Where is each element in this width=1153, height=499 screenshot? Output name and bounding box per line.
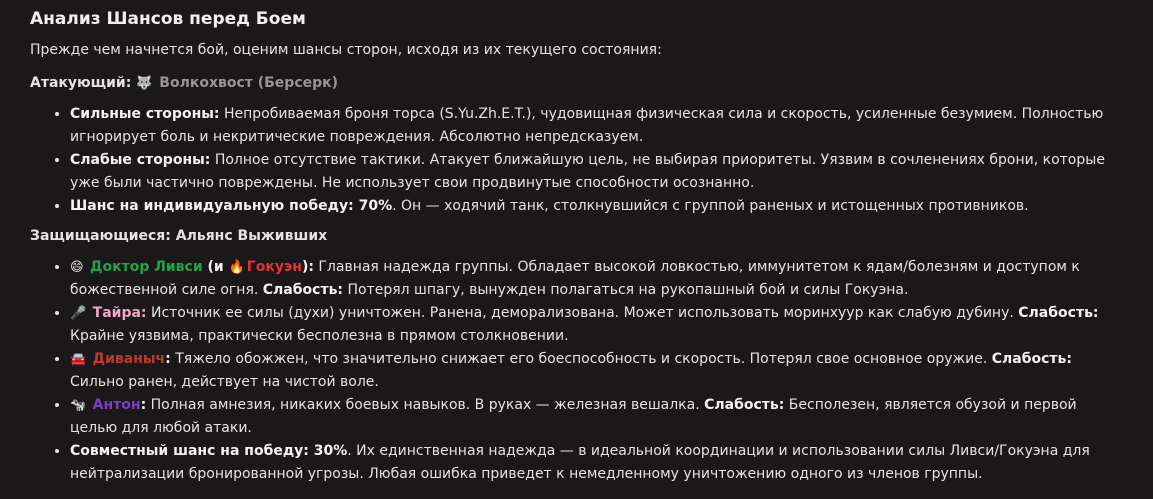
cow-icon: 🐄 xyxy=(70,398,87,413)
divanych-text: Тяжело обожжен, что значительно снижает его боеспособность и скорость. Потерял свое основное оружие. xyxy=(170,351,992,367)
taira-name: Тайра: xyxy=(92,305,147,321)
item-text: . Он — ходячий танк, столкнувшийся с группой раненых и истощенных противников. xyxy=(392,198,1029,214)
taira-weak-label: Слабость: xyxy=(1018,305,1099,321)
divanych-weak-label: Слабость: xyxy=(991,351,1072,367)
livsi-weak-label: Слабость: xyxy=(262,282,344,298)
anton-text: Полная амнезия, никаких боевых навыков. В руках — железная вешалка. xyxy=(146,397,705,413)
attacker-label: Атакующий: xyxy=(30,75,132,91)
anton-weak-label: Слабость: xyxy=(704,397,785,413)
divanych-weak: Сильно ранен, действует на чистой воле. xyxy=(70,374,379,390)
anton-name: Антон xyxy=(92,397,141,413)
list-item xyxy=(70,440,1123,486)
list-item xyxy=(70,394,1123,440)
list-item xyxy=(70,103,1123,149)
list-item xyxy=(70,149,1123,195)
joint-key: Совместный шанс на победу: 30% xyxy=(70,443,348,459)
item-key: Сильные стороны: xyxy=(70,106,220,122)
taira-text: Источник ее силы (духи) уничтожен. Ранена, деморализована. Может использовать моринхуур как слабую дубину. xyxy=(146,305,1019,321)
gokuen-name: Гокуэн xyxy=(246,259,302,275)
taira-weak: Крайне уязвима, практически бесполезна в прямом столкновении. xyxy=(70,328,569,344)
joint-text: . Их единственная надежда — в идеальной координации и использовании силы Ливси/Гокуэна для нейтрализации бронированной угрозы. Любая ошибка приведет к немедленному уничтожению одного из членов группы. xyxy=(70,443,1090,482)
attacker-name: Волкохвост (Берсерк) xyxy=(159,75,339,91)
page-title: Анализ Шансов перед Боем xyxy=(30,9,306,29)
item-key: Шанс на индивидуальную победу: 70% xyxy=(70,198,393,214)
attacker-list xyxy=(30,103,1123,218)
grinning-face-icon: 😄 xyxy=(70,260,84,275)
item-text: Полное отсутствие тактики. Атакует ближайшую цель, не выбирая приоритеты. Уязвим в сочленениях брони, которые уже были частично повреждены. Не использует свои продвинутые способности осознанно. xyxy=(70,152,1105,191)
list-item xyxy=(70,302,1123,348)
livsi-mid: (и xyxy=(202,259,229,275)
intro-text: Прежде чем начнется бой, оценим шансы сторон, исходя из их текущего состояния: xyxy=(30,42,662,58)
livsi-name: Доктор Ливси xyxy=(90,259,203,275)
livsi-close: ): xyxy=(301,259,314,275)
list-item xyxy=(70,348,1123,394)
defenders-heading: Защищающиеся: Альянс Выживших xyxy=(30,228,328,244)
wolf-icon: 🐺 xyxy=(136,76,153,91)
divanych-name: Диваныч xyxy=(92,351,166,367)
fire-icon: 🔥 xyxy=(228,260,245,275)
livsi-text: Главная надежда группы. Обладает высокой ловкостью, иммунитетом к ядам/болезням и доступом к божественной силе огня. xyxy=(70,259,1080,298)
car-icon: 🚘 xyxy=(70,352,87,367)
item-text: Непробиваемая броня торса (S.Yu.Zh.E.T.), чудовищная физическая сила и скорость, усиленные безумием. Полностью игнорирует боль и некритические повреждения. Абсолютно непредсказуем. xyxy=(70,106,1104,145)
defenders-list xyxy=(30,256,1123,486)
list-item xyxy=(70,256,1123,302)
list-item xyxy=(70,195,1123,218)
anton-colon: : xyxy=(140,397,147,413)
microphone-icon: 🎤 xyxy=(70,306,87,321)
divanych-colon: : xyxy=(165,351,171,367)
attacker-heading xyxy=(30,72,1123,95)
anton-weak: Бесполезен, является обузой и первой целью для любой атаки. xyxy=(70,397,1077,436)
item-key: Слабые стороны: xyxy=(70,152,211,168)
livsi-weak: Потерял шпагу, вынужден полагаться на рукопашный бой и силы Гокуэна. xyxy=(343,282,909,298)
